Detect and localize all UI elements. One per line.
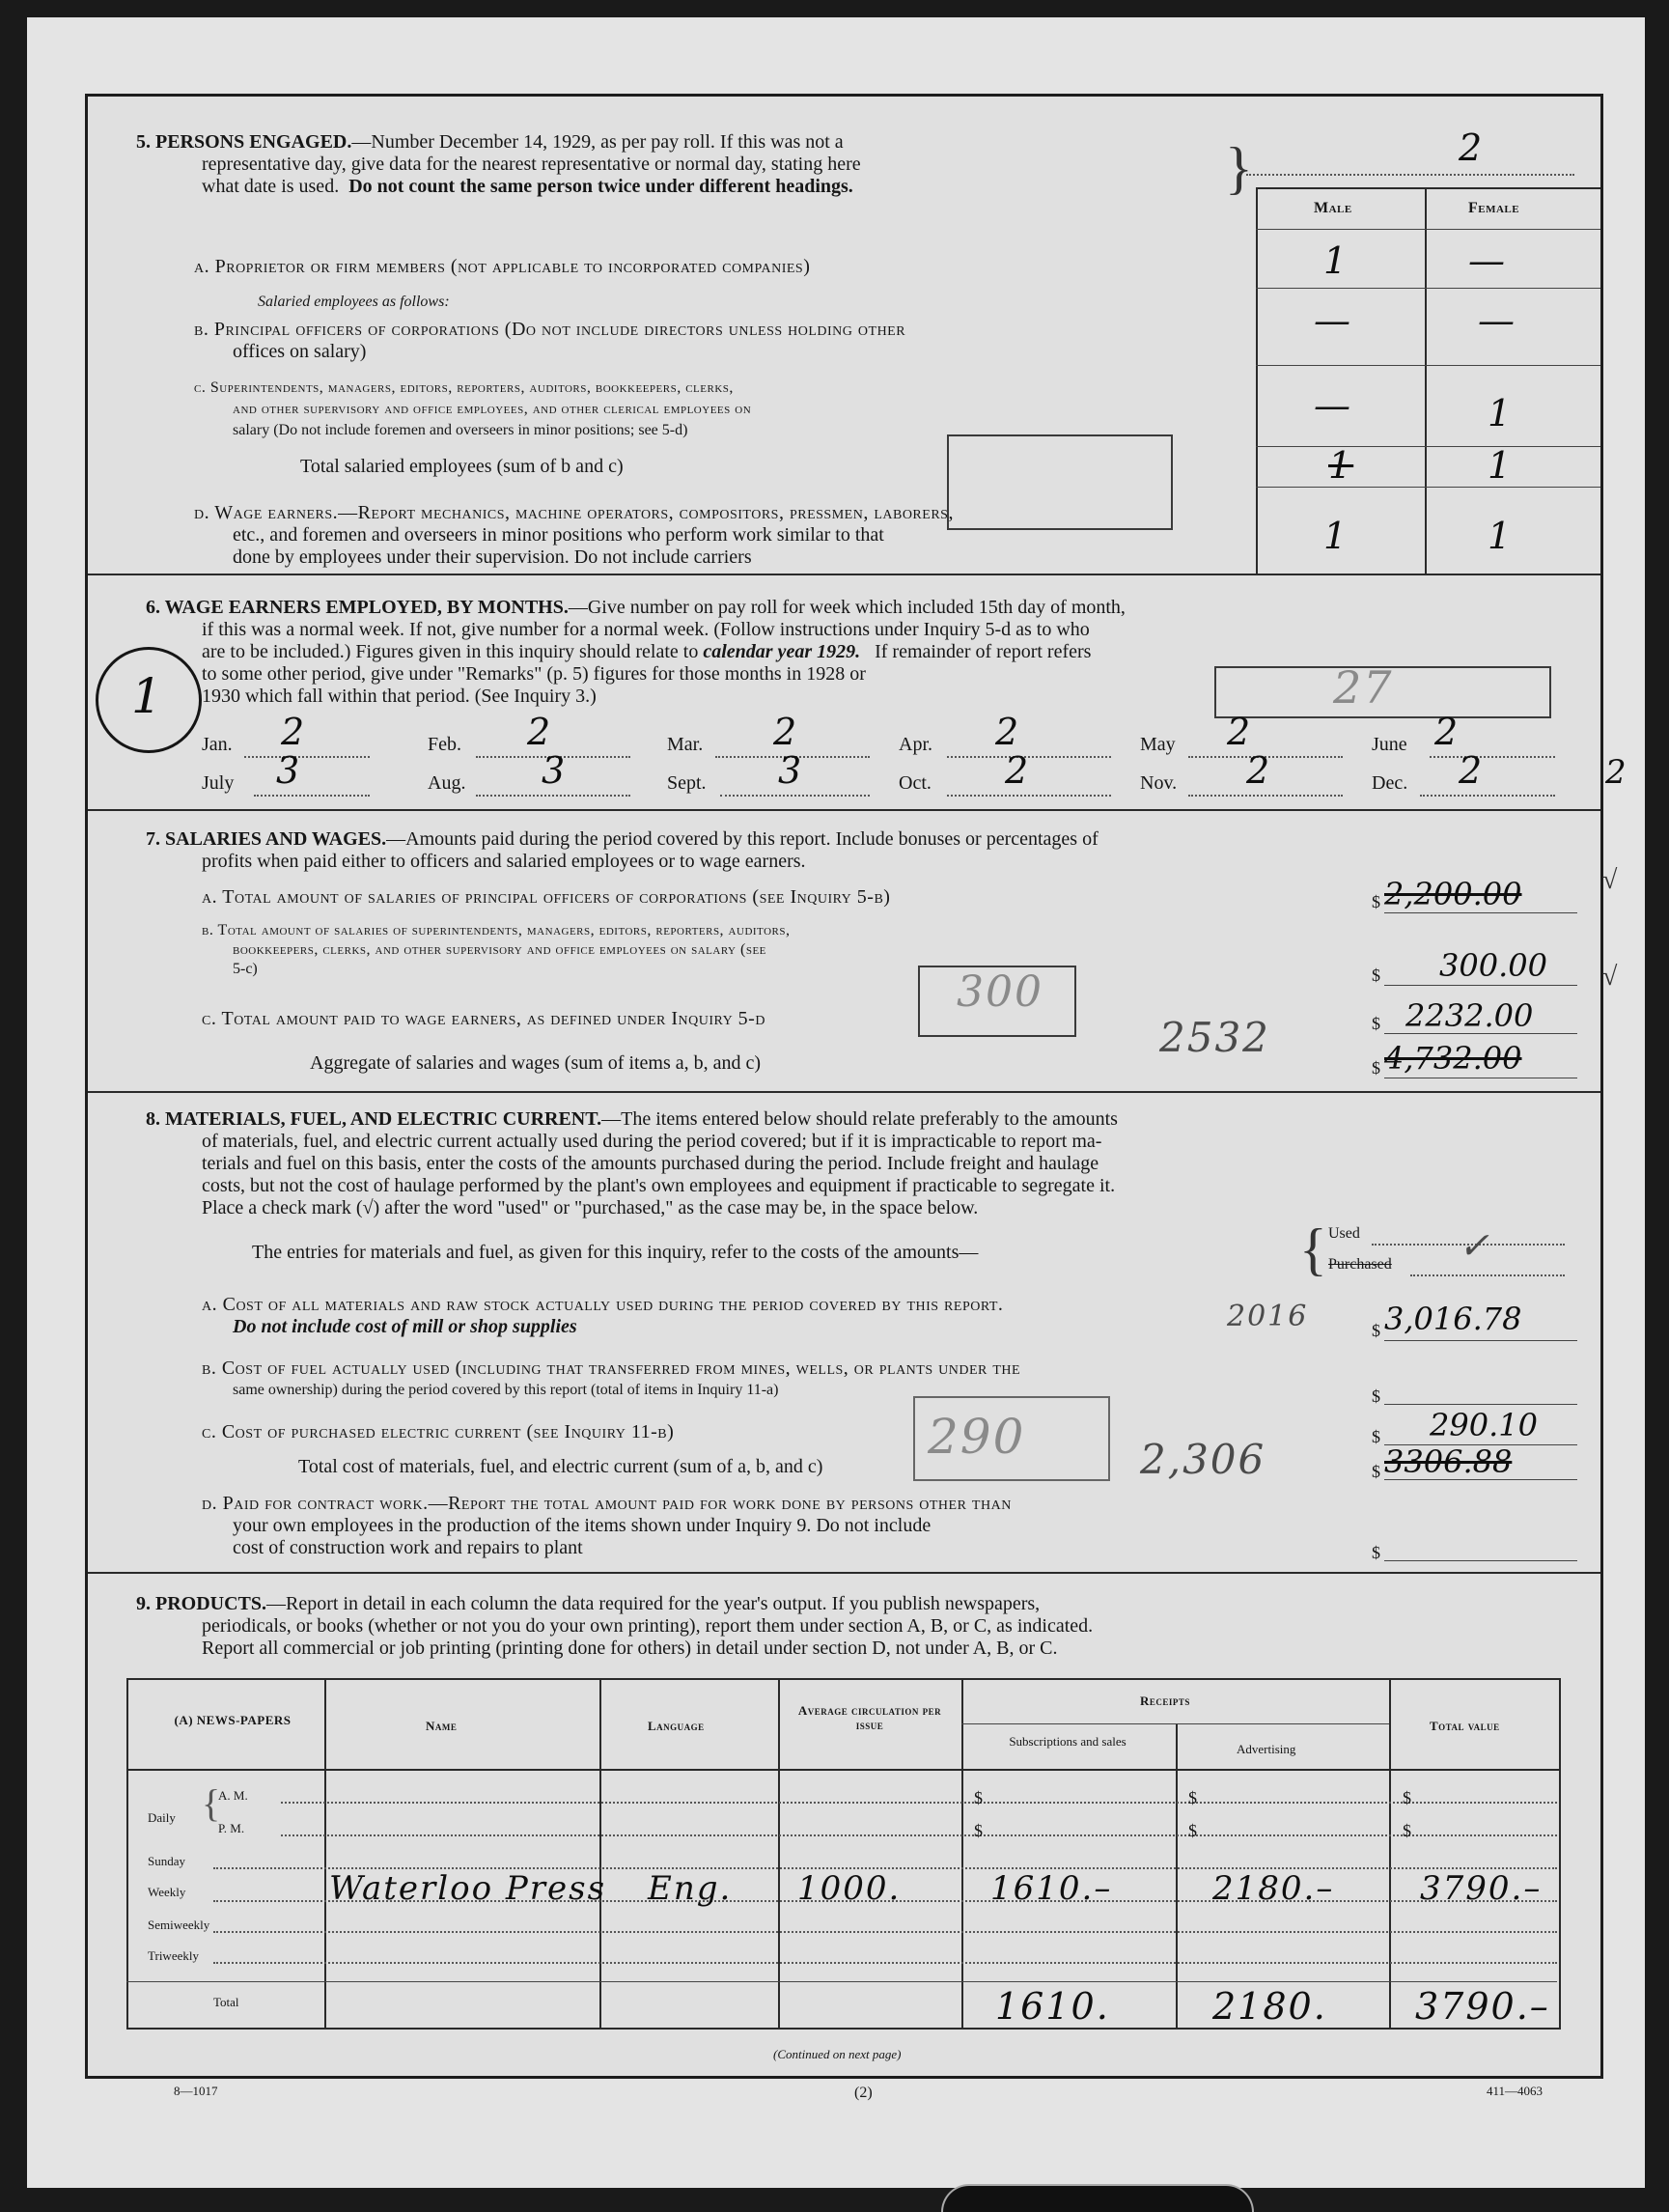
dollar-am-adv: $	[1188, 1788, 1197, 1807]
row-pm-line	[281, 1834, 1557, 1836]
s8-total-dollar: $	[1372, 1462, 1380, 1481]
row-am-line	[281, 1802, 1557, 1804]
s9-heading: 9. PRODUCTS.	[136, 1593, 267, 1614]
s6-aug-label: Aug.	[428, 772, 466, 794]
products-header-rule	[126, 1769, 1559, 1771]
s5-total-sal-label: Total salaried employees (sum of b and c)	[300, 456, 624, 477]
s6-june-value: 2	[1434, 711, 1460, 753]
col-subs: Subscriptions and sales	[1009, 1734, 1127, 1749]
s5-c-label2: and other supervisory and office employees, and other clerical employees on	[233, 401, 752, 417]
s6-feb-label: Feb.	[428, 734, 461, 755]
s5-a-male: 1	[1323, 239, 1349, 282]
s5-intro-line3	[202, 176, 853, 198]
s6-line4: to some other period, give under "Remarks" (p. 5) figures for those months in 1928 or	[202, 663, 866, 685]
s7-b-value: 300.00	[1439, 947, 1547, 984]
receipts-rule	[961, 1723, 1389, 1724]
s5-intro-line1	[136, 131, 844, 154]
s5-c-label1: c. Superintendents, managers, editors, reporters, auditors, bookkeepers, clerks,	[194, 379, 734, 396]
s6-mar-label: Mar.	[667, 734, 704, 755]
s6-line2: if this was a normal week. If not, give number for a normal week. (Follow instructions under Inquiry 5-d as to who	[202, 619, 1090, 640]
s6-oct-value: 2	[1005, 749, 1031, 792]
row-sunday: Sunday	[148, 1854, 185, 1868]
margin-tick-1: √	[1602, 865, 1618, 895]
s6-june-line	[1430, 756, 1555, 758]
s5-col-mid	[1425, 187, 1427, 574]
s5-intro3: what date is used.	[202, 176, 340, 197]
s5-col-female: Female	[1468, 200, 1520, 216]
s6-june-label: June	[1372, 734, 1407, 755]
s7-c-line	[1384, 1033, 1577, 1034]
s8-box-hw: 290	[928, 1409, 1026, 1465]
s6-may-label: May	[1140, 734, 1176, 755]
col-adv: Advertising	[1237, 1742, 1296, 1756]
col-newspapers: (A) NEWS-PAPERS	[174, 1713, 292, 1727]
s5-heading: 5. PERSONS ENGAGED.	[136, 131, 352, 153]
s6-l1: —Give number on pay roll for week which included 15th day of month,	[568, 597, 1126, 618]
s6-nov-value: 2	[1246, 749, 1272, 792]
s8-purchased-label: Purchased	[1328, 1256, 1392, 1273]
s8-total-line	[1384, 1479, 1577, 1480]
page-number: (2)	[854, 2085, 873, 2101]
row-pm: P. M.	[218, 1821, 245, 1835]
row-total: Total	[213, 1995, 239, 2009]
products-col1	[324, 1678, 326, 2028]
s8-bottom-rule	[88, 1572, 1600, 1574]
s6-nov-line	[1188, 795, 1343, 797]
col-language: Language	[648, 1719, 705, 1733]
s6-aug-line	[476, 795, 630, 797]
s7-a-value: 2,200.00	[1384, 876, 1522, 912]
s8-a-dollar: $	[1372, 1321, 1380, 1340]
s5-d-male: 1	[1323, 515, 1349, 557]
s8-b-line	[1384, 1404, 1577, 1405]
s7-heading: 7. SALARIES AND WAGES.	[146, 828, 387, 850]
col-total: Total value	[1430, 1719, 1500, 1733]
weekly-circulation: 1000.	[797, 1869, 902, 1908]
s8-line2: of materials, fuel, and electric current actually used during the period covered; but if it is impracticable to report ma-	[202, 1131, 1102, 1152]
s8-total-label: Total cost of materials, fuel, and electric current (sum of a, b, and c)	[298, 1456, 823, 1477]
s8-a-label2: Do not include cost of mill or shop supplies	[233, 1316, 577, 1337]
s6-l3a: are to be included.) Figures given in this inquiry should relate to	[202, 641, 699, 662]
s7-line1	[146, 828, 1099, 851]
form-code-left: 8—1017	[174, 2084, 218, 2098]
form-code-right: 411—4063	[1487, 2084, 1544, 2098]
s7-b-label1: b. Total amount of salaries of superintendents, managers, editors, reporters, auditors,	[202, 922, 791, 938]
s7-bottom-rule	[88, 1091, 1600, 1093]
row-semiweekly: Semiweekly	[148, 1918, 210, 1932]
products-col3	[778, 1678, 780, 2028]
s5-c-female: 1	[1488, 392, 1514, 434]
margin-tick-2: √	[1602, 962, 1618, 992]
s6-line3	[202, 641, 1091, 663]
s5-c-label3: salary (Do not include foremen and overseers in minor positions; see 5-d)	[233, 422, 688, 438]
s5-intro1: —Number December 14, 1929, as per pay roll. If this was not a	[351, 131, 844, 153]
weekly-language: Eng.	[648, 1869, 733, 1908]
s7-c-dollar: $	[1372, 1014, 1380, 1033]
s7-agg-value: 4,732.00	[1384, 1040, 1522, 1077]
row-semiweekly-line	[213, 1931, 1557, 1933]
s7-a-label: a. Total amount of salaries of principal officers of corporations (see Inquiry 5-b)	[202, 886, 891, 908]
s8-d-dollar: $	[1372, 1543, 1380, 1562]
s8-b-label2: same ownership) during the period covered by this report (total of items in Inquiry 11-a)	[233, 1382, 779, 1398]
s5-a-rule	[1256, 288, 1600, 289]
dollar-pm-subs: $	[974, 1821, 983, 1840]
s8-entries-label: The entries for materials and fuel, as given for this inquiry, refer to the costs of the amounts—	[252, 1242, 979, 1263]
products-col2	[599, 1678, 601, 2028]
s6-may-value: 2	[1227, 711, 1253, 753]
s9-line3: Report all commercial or job printing (printing done for others) in detail under section D, not under A, B, or C.	[202, 1638, 1058, 1659]
s7-agg-label: Aggregate of salaries and wages (sum of items a, b, and c)	[310, 1052, 762, 1074]
s8-d-label1: d. Paid for contract work.—Report the total amount paid for work done by persons other than	[202, 1493, 1012, 1514]
s5-col-male: Male	[1314, 200, 1352, 216]
s8-line4: costs, but not the cost of haulage performed by the plant's own employees and equipment if practicable to segregate it.	[202, 1175, 1116, 1196]
s5-c-rule	[1256, 446, 1600, 447]
s6-oct-label: Oct.	[899, 772, 932, 794]
s5-total-hw: 2	[1459, 126, 1485, 169]
s8-l1: —The items entered below should relate preferably to the amounts	[601, 1108, 1118, 1130]
s7-a-dollar: $	[1372, 892, 1380, 911]
brace-s5: }	[1225, 136, 1253, 200]
s8-c-value: 290.10	[1430, 1407, 1538, 1443]
s7-l1: —Amounts paid during the period covered by this report. Include bonuses or percentages of	[386, 828, 1099, 850]
form-frame	[85, 94, 1603, 2079]
s8-a-label1: a. Cost of all materials and raw stock actually used during the period covered by this report.	[202, 1294, 1004, 1315]
s5-b-female: —	[1478, 299, 1516, 342]
s5-total-rule	[1256, 487, 1600, 488]
s5-total-sal-female: 1	[1488, 444, 1514, 487]
s8-b-label1: b. Cost of fuel actually used (including that transferred from mines, wells, or plants under the	[202, 1358, 1021, 1379]
row-triweekly-line	[213, 1962, 1557, 1964]
s8-d-line	[1384, 1560, 1577, 1561]
s5-b-rule	[1256, 365, 1600, 366]
s8-line3: terials and fuel on this basis, enter the costs of the amounts purchased during the period. Include freight and haulage	[202, 1153, 1099, 1174]
s5-b-label1: b. Principal officers of corporations (Do not include directors unless holding other	[194, 319, 906, 340]
s7-b-line	[1384, 985, 1577, 986]
total-subs: 1610.	[995, 1985, 1110, 2028]
col-name: Name	[426, 1719, 458, 1733]
continued-note: (Continued on next page)	[773, 2047, 902, 2061]
s8-total-value: 3306.88	[1384, 1443, 1513, 1480]
s8-a-line	[1384, 1340, 1577, 1341]
s6-line1	[146, 597, 1126, 619]
s5-table-top	[1256, 187, 1600, 189]
s6-l3c: If remainder of report refers	[875, 641, 1092, 662]
row-weekly: Weekly	[148, 1885, 186, 1899]
s8-a-pencil: 2016	[1227, 1300, 1309, 1333]
s8-c-dollar: $	[1372, 1427, 1380, 1446]
s5-b-label2: offices on salary)	[233, 341, 367, 362]
s5-salaried-note: Salaried employees as follows:	[258, 294, 450, 310]
s5-intro-line2: representative day, give data for the nearest representative or normal day, stating here	[202, 154, 861, 175]
s6-l3b: calendar year 1929.	[703, 641, 861, 662]
s7-b-label3: 5-c)	[233, 961, 258, 977]
s7-box-hw: 300	[957, 967, 1043, 1017]
total-adv: 2180.	[1212, 1985, 1327, 2028]
s6-line5: 1930 which fall within that period. (See Inquiry 3.)	[202, 686, 597, 707]
s7-side-hw: 2532	[1159, 1014, 1270, 1061]
s5-b-male: —	[1314, 299, 1352, 342]
s5-header-rule	[1256, 229, 1600, 230]
weekly-adv: 2180.–	[1212, 1869, 1335, 1908]
s9-line2: periodicals, or books (whether or not you do your own printing), report them under section A, B, or C, as indicated.	[202, 1615, 1094, 1637]
s6-sept-label: Sept.	[667, 772, 707, 794]
s6-nov-label: Nov.	[1140, 772, 1178, 794]
weekly-subs: 1610.–	[990, 1869, 1113, 1908]
weekly-name: Waterloo Press	[329, 1869, 607, 1908]
s5-d-label2: etc., and foremen and overseers in minor positions who perform work similar to that	[233, 524, 884, 546]
s7-line2: profits when paid either to officers and salaried employees or to wage earners.	[202, 851, 806, 872]
scanner-artifact	[941, 2184, 1254, 2212]
row-total-rule	[126, 1981, 1557, 1982]
s6-jul-line	[254, 795, 370, 797]
s6-jan-line	[244, 756, 370, 758]
row-am: A. M.	[218, 1788, 248, 1803]
s6-aug-value: 3	[542, 749, 568, 792]
s6-sept-line	[720, 795, 870, 797]
products-col6	[1389, 1678, 1391, 2028]
s5-col-left	[1256, 187, 1258, 574]
s7-b-label2: bookkeepers, clerks, and other supervisory and office employees on salary (see	[233, 941, 766, 958]
s5-a-female: —	[1468, 239, 1507, 282]
col-receipts: Receipts	[1140, 1694, 1190, 1708]
s6-heading: 6. WAGE EARNERS EMPLOYED, BY MONTHS.	[146, 597, 569, 618]
dollar-pm-total: $	[1403, 1821, 1411, 1840]
s6-box-hw: 27	[1333, 661, 1394, 714]
s5-total-line	[1246, 174, 1574, 176]
s5-a-label: a. Proprietor or firm members (not applicable to incorporated companies)	[194, 256, 811, 277]
s5-d-label3: done by employees under their supervision. Do not include carriers	[233, 546, 752, 568]
dollar-am-total: $	[1403, 1788, 1411, 1807]
s6-feb-value: 2	[527, 711, 553, 753]
s7-agg-dollar: $	[1372, 1058, 1380, 1078]
s5-intro3b: Do not count the same person twice under different headings.	[348, 176, 853, 197]
col-circulation: Average circulation per issue	[797, 1703, 942, 1732]
s6-circle-hw: 1	[131, 668, 164, 724]
s8-d-label2: your own employees in the production of the items shown under Inquiry 9. Do not include	[233, 1515, 932, 1536]
s5-d-female: 1	[1488, 515, 1514, 557]
s8-line5: Place a check mark (√) after the word "used" or "purchased," as the case may be, in the space below.	[202, 1197, 979, 1218]
dollar-am-subs: $	[974, 1788, 983, 1807]
brace-daily: {	[202, 1781, 221, 1825]
s6-jan-label: Jan.	[202, 734, 233, 755]
row-triweekly: Triweekly	[148, 1948, 199, 1963]
dollar-pm-adv: $	[1188, 1821, 1197, 1840]
s6-bottom-rule	[88, 809, 1600, 811]
s9-l1: —Report in detail in each column the data required for the year's output. If you publish newspapers,	[266, 1593, 1041, 1614]
s8-purchased-line	[1410, 1274, 1565, 1276]
s8-check-hw: ✓	[1459, 1224, 1491, 1267]
s8-heading: 8. MATERIALS, FUEL, AND ELECTRIC CURRENT.	[146, 1108, 602, 1130]
brace-s8: {	[1299, 1218, 1327, 1281]
s7-c-value: 2232.00	[1405, 997, 1534, 1034]
s7-c-label: c. Total amount paid to wage earners, as defined under Inquiry 5-d	[202, 1008, 765, 1029]
s6-dec-line	[1420, 795, 1555, 797]
s6-sept-value: 3	[778, 749, 804, 792]
weekly-total: 3790.–	[1420, 1869, 1543, 1908]
s8-d-label3: cost of construction work and repairs to plant	[233, 1537, 583, 1558]
s7-a-line	[1384, 912, 1577, 913]
products-col4	[961, 1678, 963, 2028]
s8-c-label: c. Cost of purchased electric current (see Inquiry 11-b)	[202, 1421, 675, 1442]
s6-margin-hw: 2	[1605, 753, 1628, 792]
s6-apr-label: Apr.	[899, 734, 932, 755]
total-total: 3790.–	[1415, 1985, 1550, 2028]
s5-c-male: —	[1314, 384, 1352, 427]
s5-bottom-rule	[88, 574, 1600, 575]
row-daily: Daily	[148, 1810, 176, 1825]
s5-total-sal-male: 1	[1328, 444, 1354, 487]
s6-jul-value: 3	[276, 749, 302, 792]
s8-total-pencil: 2,306	[1140, 1436, 1266, 1483]
s6-dec-label: Dec.	[1372, 772, 1408, 794]
s6-apr-value: 2	[995, 711, 1021, 753]
s6-dec-value: 2	[1459, 749, 1485, 792]
s7-b-dollar: $	[1372, 966, 1380, 985]
s5-marker-box	[947, 434, 1173, 530]
s8-a-value: 3,016.78	[1384, 1301, 1522, 1337]
s6-jan-value: 2	[281, 711, 307, 753]
s5-d-label1: d. Wage earners.—Report mechanics, machine operators, compositors, pressmen, laborers,	[194, 502, 954, 523]
s8-used-label: Used	[1328, 1225, 1360, 1242]
s6-mar-value: 2	[773, 711, 799, 753]
s6-jul-label: July	[202, 772, 235, 794]
s8-b-dollar: $	[1372, 1386, 1380, 1406]
s6-oct-line	[947, 795, 1111, 797]
s8-line1	[146, 1108, 1118, 1131]
s9-line1	[136, 1593, 1040, 1615]
